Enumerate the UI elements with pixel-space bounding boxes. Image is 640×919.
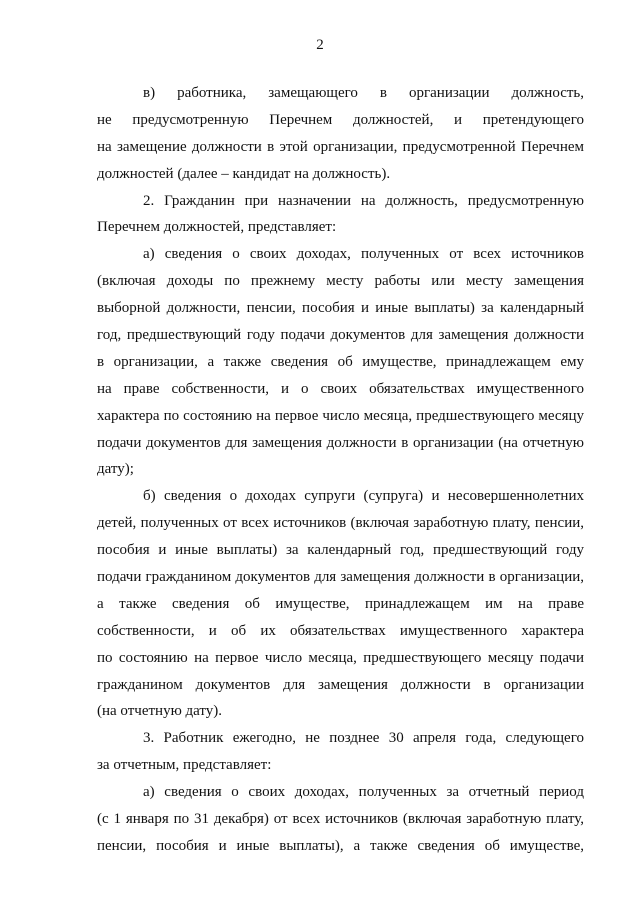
text-line: Перечнем должностей, представляет:: [97, 219, 337, 236]
text-line: на замещение должности в этой организации, предусмотренной Перечнем: [97, 138, 584, 155]
text-line: пособия и иные выплаты) за календарный год, предшествующий году: [97, 542, 584, 559]
text-line: б) сведения о доходах супруги (супруга) и несовершеннолетних: [143, 488, 584, 505]
text-line: (с 1 января по 31 декабря) от всех источников (включая заработную плату,: [97, 811, 584, 828]
text-line: 2. Гражданин при назначении на должность, предусмотренную: [143, 192, 584, 209]
text-line: выборной должности, пенсии, пособия и иные выплаты) за календарный: [97, 300, 584, 317]
text-line: а также сведения об имуществе, принадлежащем им на праве: [97, 595, 584, 612]
text-line: детей, полученных от всех источников (включая заработную плату, пенсии,: [97, 515, 584, 532]
text-line: гражданином документов для замещения должности в организации: [97, 676, 584, 693]
text-line: не предусмотренную Перечнем должностей, и претендующего: [97, 111, 584, 128]
text-line: за отчетным, представляет:: [97, 757, 272, 774]
text-line: подачи документов для замещения должности в организации (на отчетную: [97, 434, 584, 451]
text-line: а) сведения о своих доходах, полученных от всех источников: [143, 246, 584, 263]
text-line: (включая доходы по прежнему месту работы или месту замещения: [97, 273, 584, 290]
page-number: 2: [316, 37, 324, 53]
text-line: пенсии, пособия и иные выплаты), а также сведения об имуществе,: [97, 837, 584, 854]
text-line: в) работника, замещающего в организации должность,: [143, 85, 584, 101]
text-line: дату);: [97, 461, 134, 478]
text-line: на праве собственности, и о своих обязательствах имущественного: [97, 380, 584, 397]
text-line: (на отчетную дату).: [97, 703, 223, 720]
document-body: [97, 80, 584, 860]
text-line: должностей (далее – кандидат на должность).: [97, 165, 391, 182]
text-line: 3. Работник ежегодно, не позднее 30 апреля года, следующего: [143, 730, 584, 747]
text-line: год, предшествующий году подачи документов для замещения должности: [97, 327, 584, 344]
text-line: характера по состоянию на первое число месяца, предшествующего месяцу: [97, 407, 584, 424]
text-line: собственности, и об их обязательствах имущественного характера: [97, 622, 584, 639]
text-line: по состоянию на первое число месяца, предшествующего месяцу подачи: [97, 649, 584, 666]
text-line: подачи гражданином документов для замещения должности в организации,: [97, 569, 584, 586]
text-line: а) сведения о своих доходах, полученных за отчетный период: [143, 784, 584, 801]
text-line: в организации, а также сведения об имуществе, принадлежащем ему: [97, 353, 584, 370]
